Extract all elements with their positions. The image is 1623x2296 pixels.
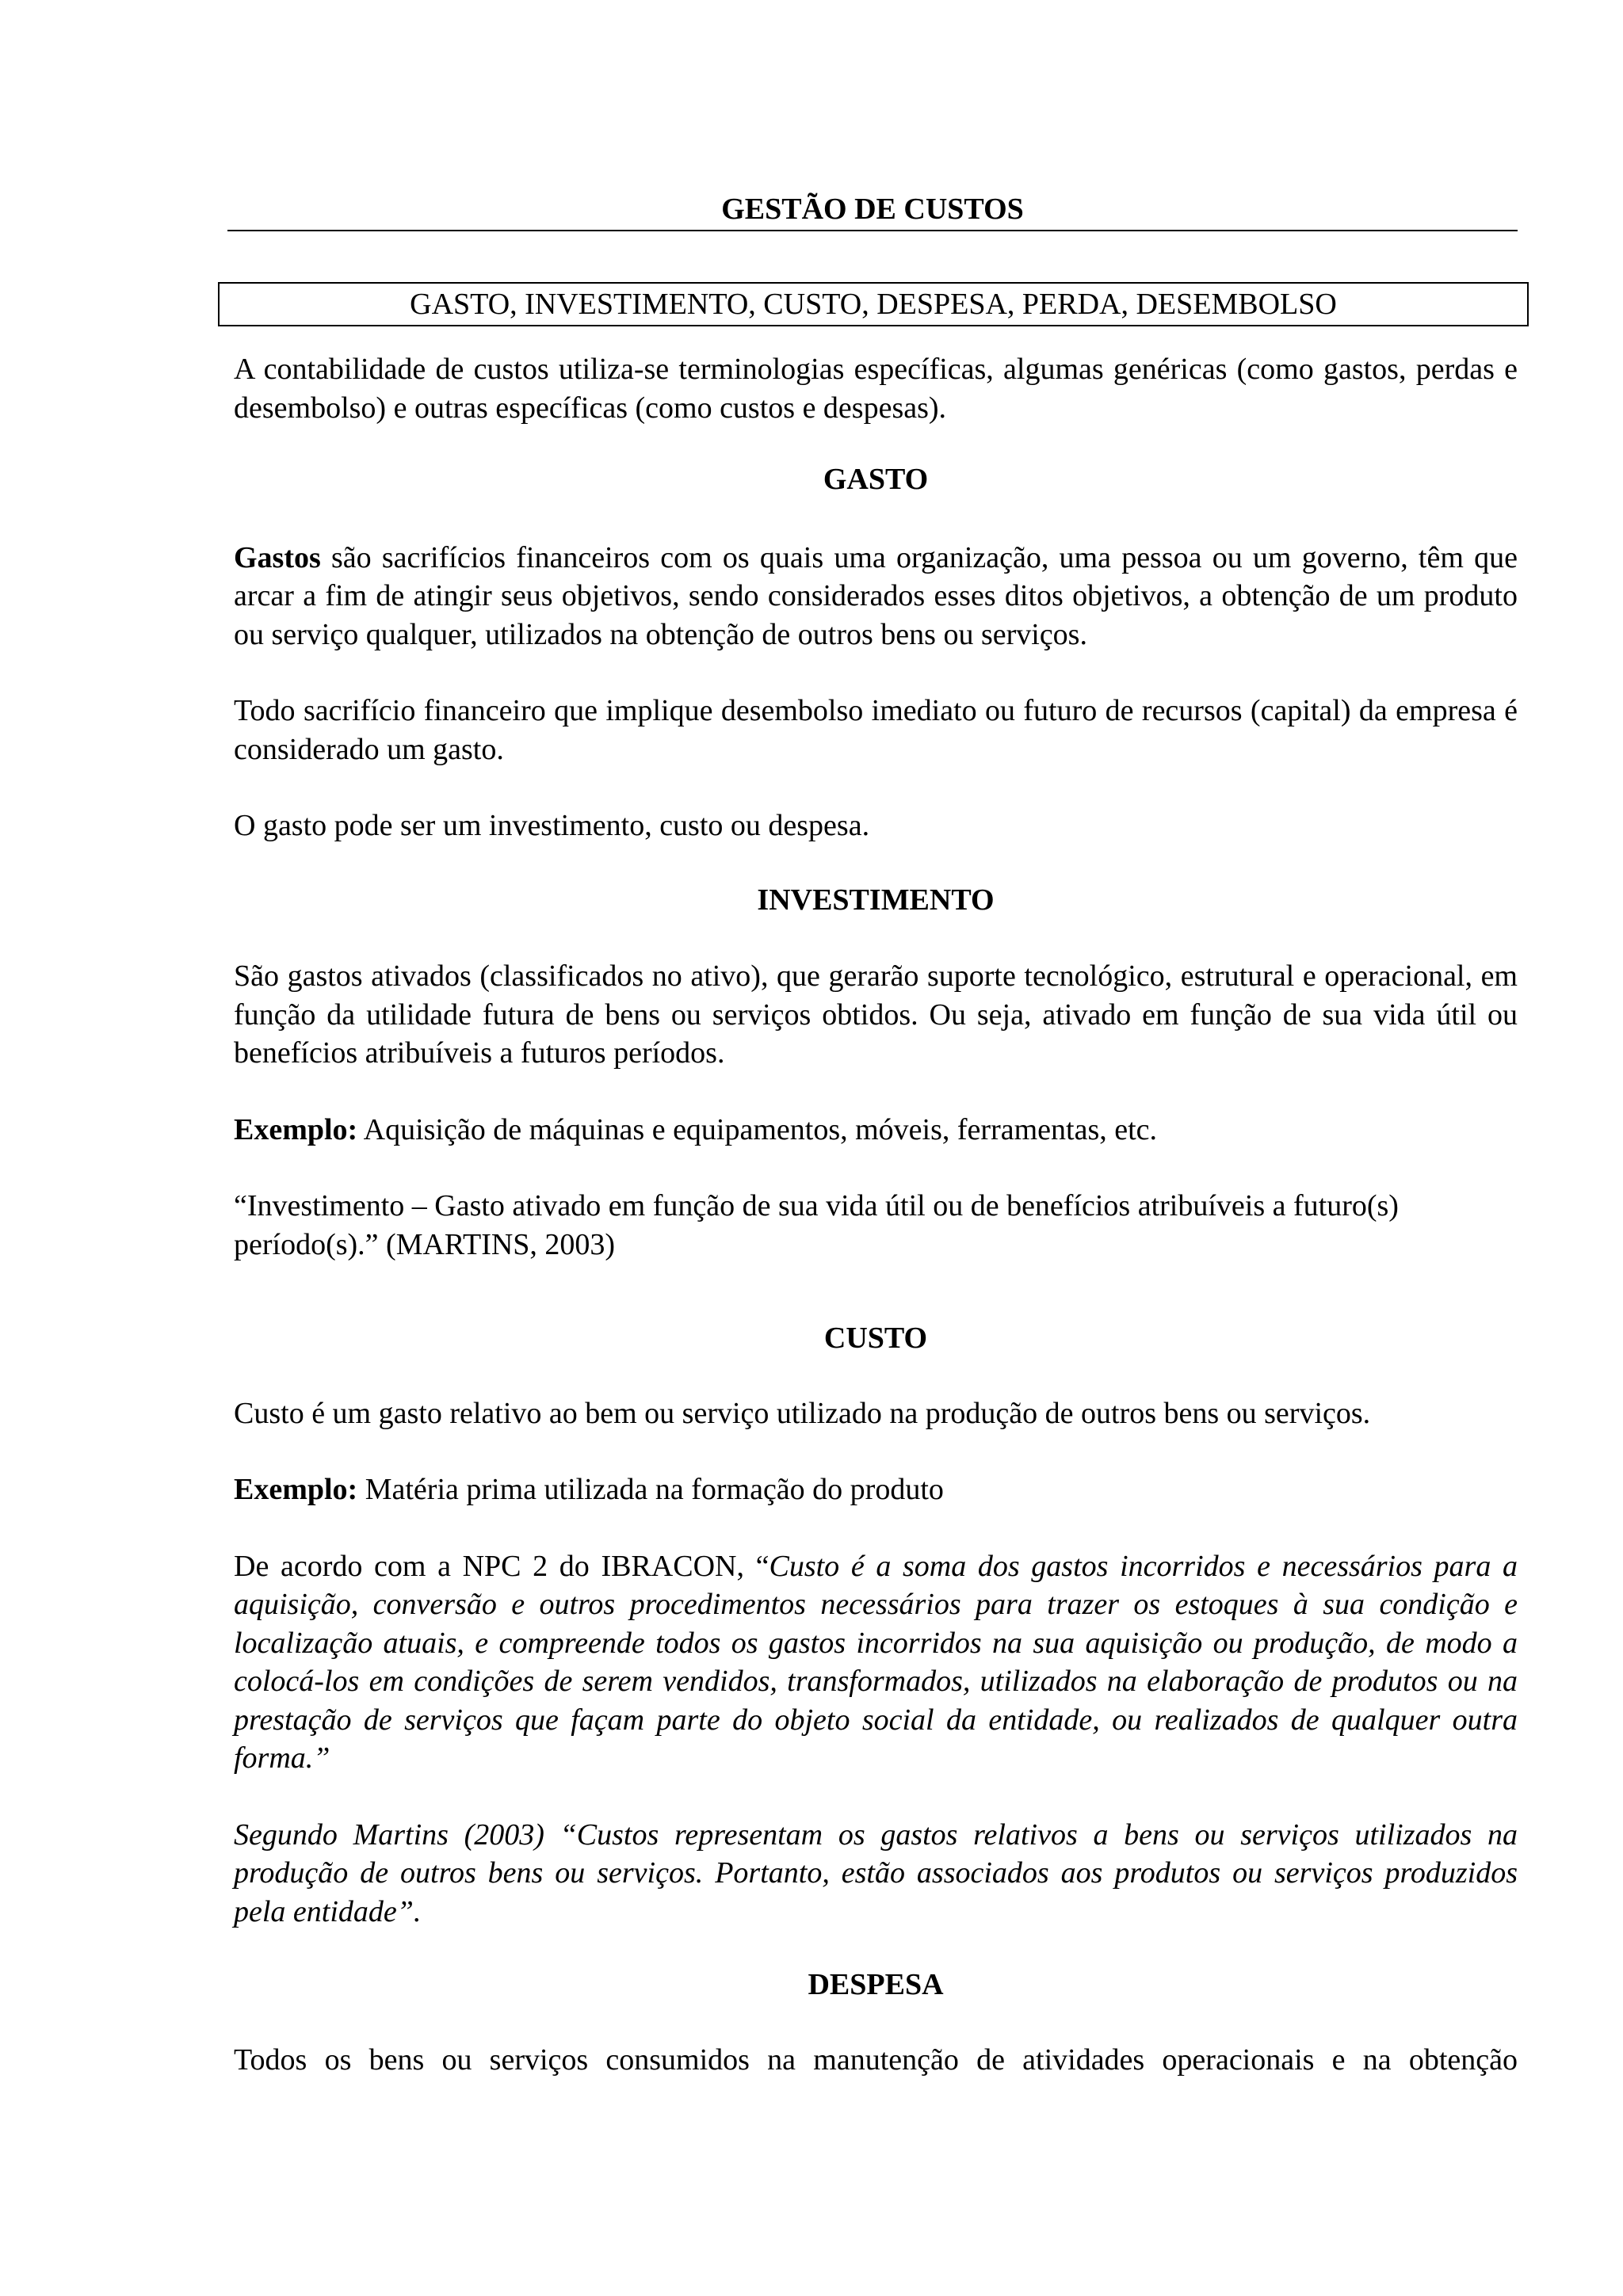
page-title: GESTÃO DE CUSTOS — [227, 190, 1518, 231]
npc-quote-text: Custo é a soma dos gastos incorridos e necessários para a aquisição, conversão e outros procedimentos necessários para trazer os estoques à sua condição e localização atuais, e compreende todos os gastos incorridos na sua aquisição ou produção, de modo a colocá-los em condições de serem vendidos, transformados, utilizados na elaboração de produtos ou na prestação de serviços que façam parte do objeto social da entidade, ou realizados de qualquer outra forma.” — [234, 1549, 1518, 1775]
heading-despesa: DESPESA — [808, 1968, 944, 2001]
gasto-definition: são sacrifícios financeiros com os quais uma organização, uma pessoa ou um governo, têm que arcar a fim de atingir seus objetivos, sendo considerados esses ditos objetivos, a obtenção de um produto ou serviço qualquer, utilizados na obtenção de outros bens ou serviços. — [234, 540, 1518, 651]
example-label: Exemplo: — [234, 1112, 358, 1146]
example-text: Matéria prima utilizada na formação do produto — [357, 1473, 944, 1506]
example-label: Exemplo: — [234, 1473, 358, 1506]
gasto-term: Gastos — [234, 540, 321, 574]
investimento-quote: “Investimento – Gasto ativado em função de sua vida útil ou de benefícios atribuíveis a futuro(s) período(s).” (MARTINS, 2003) — [234, 1189, 1399, 1261]
npc-intro: De acordo com a NPC 2 do IBRACON, “ — [234, 1549, 769, 1583]
custo-npc-quote — [234, 1547, 1518, 1778]
example-text: Aquisição de máquinas e equipamentos, móveis, ferramentas, etc. — [357, 1112, 1158, 1146]
topic-box: GASTO, INVESTIMENTO, CUSTO, DESPESA, PERDA, DESEMBOLSO — [218, 282, 1529, 326]
gasto-paragraph-2: Todo sacrifício financeiro que implique desembolso imediato ou futuro de recursos (capital) da empresa é considerado um gasto. — [234, 694, 1518, 766]
custo-martins-quote: Segundo Martins (2003) “Custos representam os gastos relativos a bens ou serviços utilizados na produção de outros bens ou serviços. Portanto, estão associados aos produtos ou serviços produzidos pela entidade”. — [234, 1817, 1518, 1928]
document-body — [234, 190, 1518, 2079]
gasto-paragraph-1 — [234, 539, 1518, 654]
investimento-example — [234, 1111, 1518, 1150]
heading-gasto: GASTO — [823, 463, 929, 496]
gasto-paragraph-3: O gasto pode ser um investimento, custo ou despesa. — [234, 809, 870, 842]
intro-paragraph: A contabilidade de custos utiliza-se terminologias específicas, algumas genéricas (como gastos, perdas e desembolso) e outras específicas (como custos e despesas). — [234, 353, 1518, 425]
heading-investimento: INVESTIMENTO — [757, 883, 995, 917]
custo-example — [234, 1470, 1518, 1509]
investimento-paragraph-1: São gastos ativados (classificados no ativo), que gerarão suporte tecnológico, estrutural e operacional, em função da utilidade futura de bens ou serviços obtidos. Ou seja, ativado em função de sua vida útil ou benefícios atribuíveis a futuros períodos. — [234, 959, 1518, 1070]
despesa-paragraph-1: Todos os bens ou serviços consumidos na manutenção de atividades operacionais e na obtenção — [234, 2042, 1518, 2077]
heading-custo: CUSTO — [823, 1322, 928, 1355]
custo-paragraph-1: Custo é um gasto relativo ao bem ou serviço utilizado na produção de outros bens ou serviços. — [234, 1396, 1371, 1430]
